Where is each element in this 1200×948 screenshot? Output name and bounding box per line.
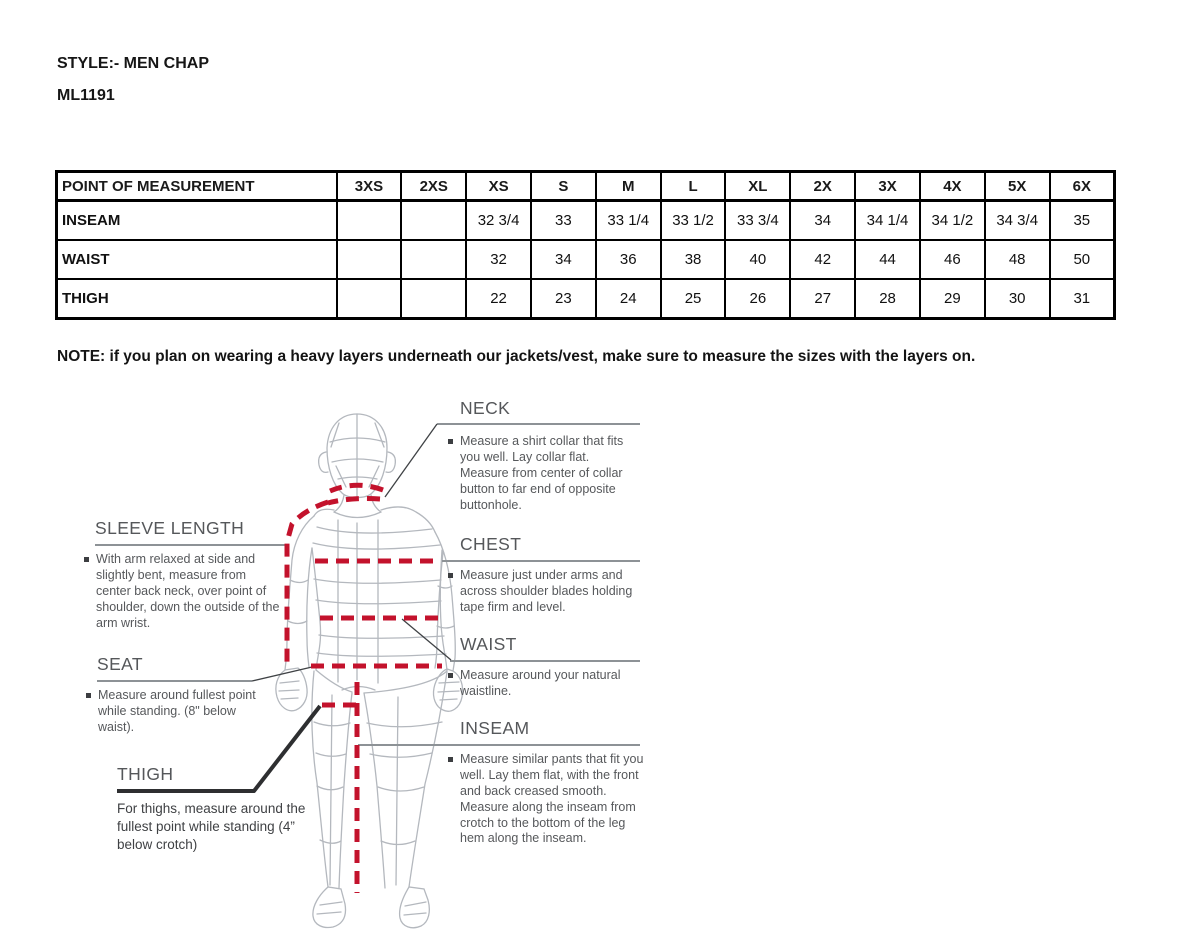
table-cell: 34 3/4 [985, 201, 1050, 241]
section-tip-inseam [448, 752, 644, 847]
table-cell: 36 [596, 240, 661, 279]
section-title-waist: WAIST [460, 634, 517, 654]
column-header: 3X [855, 172, 920, 201]
section-tip-seat [86, 688, 258, 736]
tip-text: With arm relaxed at side and slightly bent, measure from center back neck, over point of shoulder, down the outside of the arm wrist. [96, 552, 280, 630]
table-cell: 38 [661, 240, 726, 279]
tip-text: For thighs, measure around the fullest point while standing (4” below crotch) [117, 801, 306, 853]
table-cell [401, 240, 466, 279]
section-tip-thigh [117, 800, 307, 855]
section-title-chest: CHEST [460, 534, 522, 554]
bullet-icon [86, 693, 91, 698]
section-tip-sleeve-length [84, 552, 284, 631]
table-cell: 34 [531, 240, 596, 279]
bullet-icon [448, 439, 453, 444]
tip-text: Measure around your natural waistline. [460, 668, 621, 698]
table-cell: 50 [1050, 240, 1115, 279]
table-cell: 33 [531, 201, 596, 241]
tip-text: Measure similar pants that fit you well. Lay them flat, with the front and back creased smooth. Measure along the inseam from crotch to the bottom of the leg hem along the inseam. [460, 752, 644, 846]
table-cell: 40 [725, 240, 790, 279]
table-cell: 34 1/2 [920, 201, 985, 241]
table-cell: 46 [920, 240, 985, 279]
table-cell: 23 [531, 279, 596, 319]
style-title: STYLE:- MEN CHAP [57, 55, 209, 72]
table-cell: 22 [466, 279, 531, 319]
tip-text: Measure a shirt collar that fits you well. Lay collar flat. Measure from center of collar button to far end of opposite buttonhole. [460, 434, 624, 512]
table-cell: 24 [596, 279, 661, 319]
table-cell: 35 [1050, 201, 1115, 241]
row-label: THIGH [57, 279, 337, 319]
column-header: 4X [920, 172, 985, 201]
column-header: POINT OF MEASUREMENT [57, 172, 337, 201]
table-cell: 28 [855, 279, 920, 319]
bullet-icon [84, 557, 89, 562]
table-cell: 33 1/2 [661, 201, 726, 241]
measurement-diagram [80, 390, 655, 938]
table-cell [337, 279, 402, 319]
section-tip-neck [448, 434, 633, 513]
note-text: NOTE: if you plan on wearing a heavy layers underneath our jackets/vest, make sure to measure the sizes with the layers on. [57, 348, 976, 365]
section-title-thigh: THIGH [117, 764, 174, 784]
table-cell: 30 [985, 279, 1050, 319]
column-header: 3XS [337, 172, 402, 201]
table-cell: 26 [725, 279, 790, 319]
bullet-icon [448, 757, 453, 762]
column-header: L [661, 172, 726, 201]
table-row [57, 240, 1115, 279]
table-cell: 32 [466, 240, 531, 279]
table-cell: 29 [920, 279, 985, 319]
section-tip-chest [448, 568, 644, 616]
table-cell: 44 [855, 240, 920, 279]
section-title-inseam: INSEAM [460, 718, 530, 738]
table-cell: 27 [790, 279, 855, 319]
row-label: WAIST [57, 240, 337, 279]
tip-text: Measure around fullest point while standing. (8" below waist). [98, 688, 256, 734]
model-number: ML1191 [57, 87, 115, 104]
column-header: XL [725, 172, 790, 201]
table-cell: 31 [1050, 279, 1115, 319]
section-title-sleeve-length: SLEEVE LENGTH [95, 518, 245, 538]
table-row [57, 279, 1115, 319]
table-cell [401, 201, 466, 241]
column-header: S [531, 172, 596, 201]
section-title-neck: NECK [460, 398, 511, 418]
table-cell: 33 3/4 [725, 201, 790, 241]
table-header-row [57, 172, 1115, 201]
tip-text: Measure just under arms and across shoulder blades holding tape firm and level. [460, 568, 633, 614]
table-cell: 42 [790, 240, 855, 279]
table-cell [337, 201, 402, 241]
table-cell: 34 1/4 [855, 201, 920, 241]
column-header: M [596, 172, 661, 201]
section-tip-waist [448, 668, 628, 700]
neck-measure-line-2 [328, 499, 380, 504]
table-row [57, 201, 1115, 241]
column-header: 5X [985, 172, 1050, 201]
table-cell: 48 [985, 240, 1050, 279]
size-chart-table [55, 170, 1116, 320]
row-label: INSEAM [57, 201, 337, 241]
section-title-seat: SEAT [97, 654, 144, 674]
column-header: 6X [1050, 172, 1115, 201]
column-header: XS [466, 172, 531, 201]
bullet-icon [448, 673, 453, 678]
table-cell: 25 [661, 279, 726, 319]
bullet-icon [448, 573, 453, 578]
table-cell [337, 240, 402, 279]
table-cell: 34 [790, 201, 855, 241]
column-header: 2XS [401, 172, 466, 201]
table-cell: 33 1/4 [596, 201, 661, 241]
table-cell [401, 279, 466, 319]
table-cell: 32 3/4 [466, 201, 531, 241]
column-header: 2X [790, 172, 855, 201]
